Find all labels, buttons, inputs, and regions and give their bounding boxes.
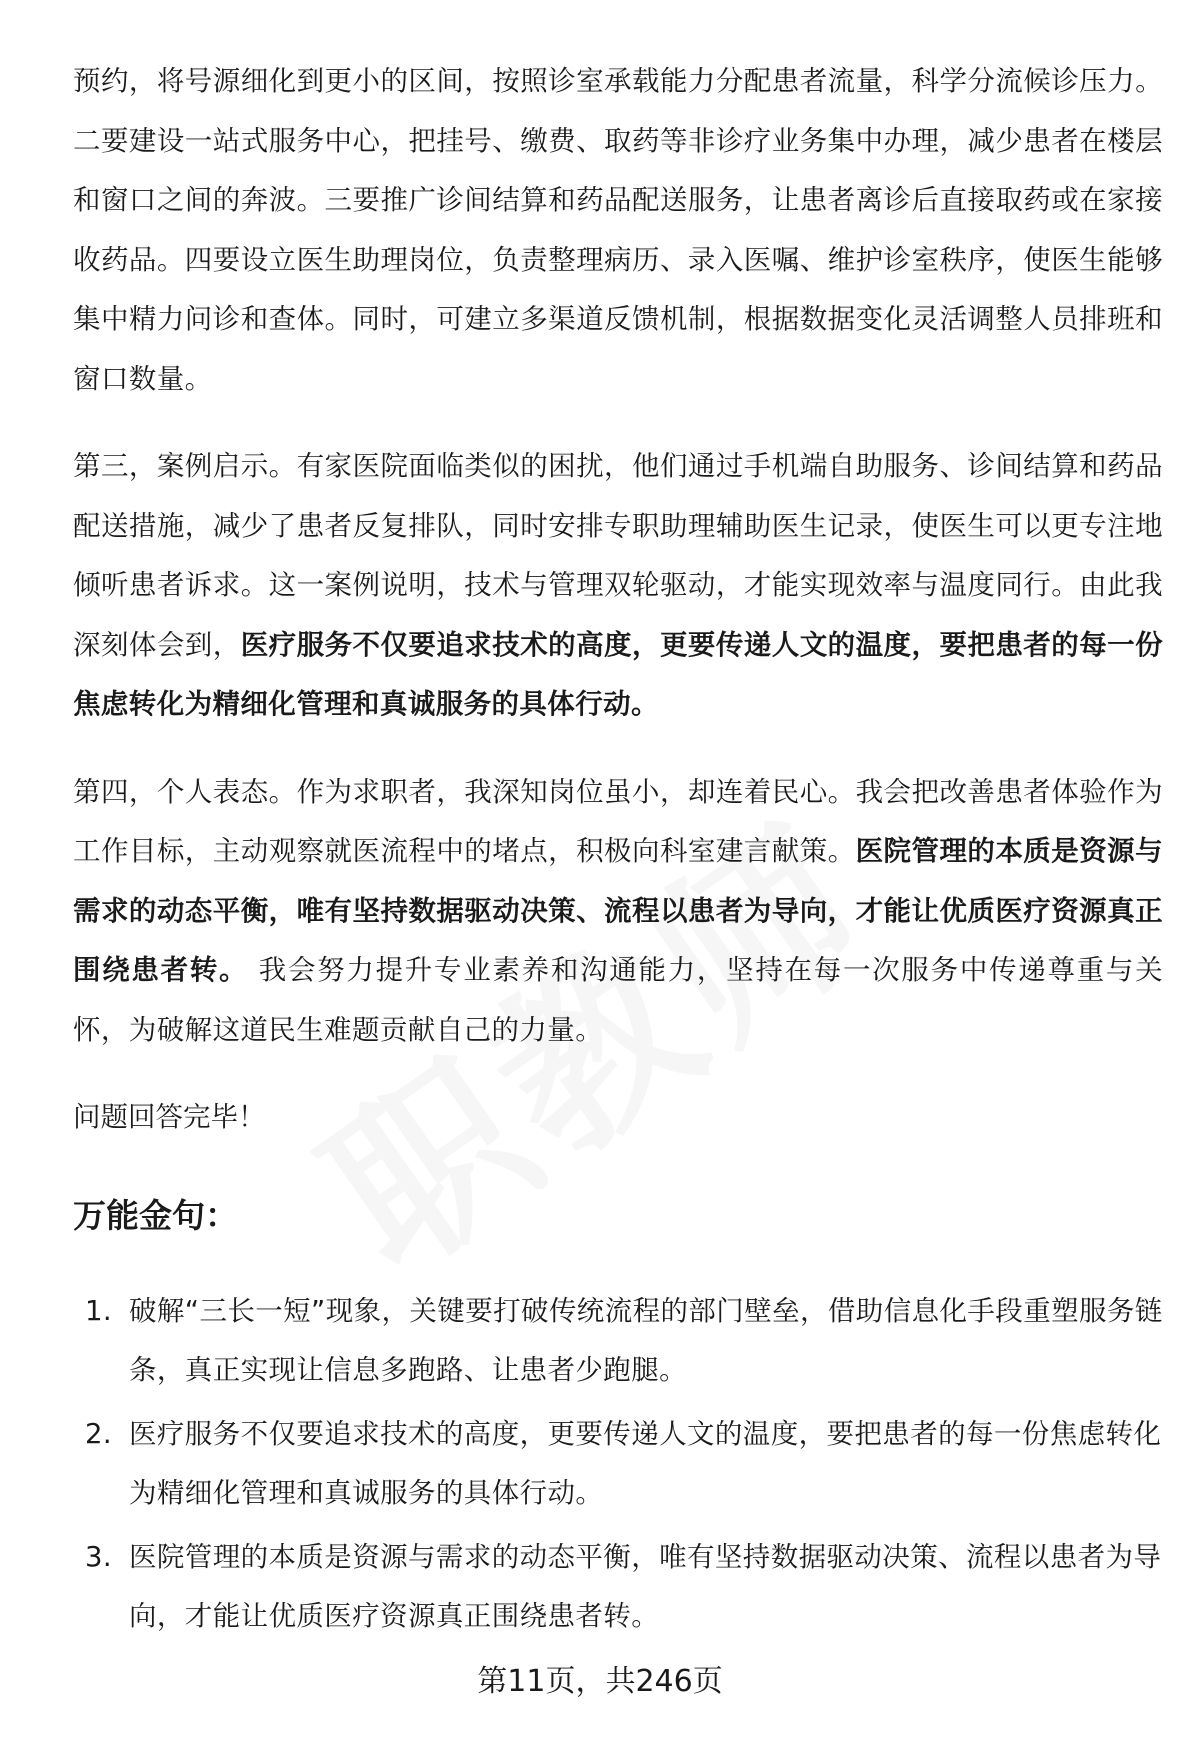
golden-quotes-list	[73, 1282, 1163, 1647]
answer-paragraphs	[73, 52, 1163, 1060]
quote-item	[73, 1405, 1163, 1524]
body-paragraph	[73, 763, 1163, 1061]
body-paragraph	[73, 437, 1163, 735]
quote-item	[73, 1282, 1163, 1401]
document-body	[73, 52, 1163, 1651]
text-segment: 我会努力提升专业素养和沟通能力，坚持在每一次服务中传递尊重与关怀，为破解这道民生难题贡献自己的力量。	[73, 954, 1163, 1046]
text-segment: 第三，案例启示。有家医院面临类似的困扰，他们通过手机端自助服务、诊间结算和药品配送措施，减少了患者反复排队，同时安排专职助理辅助医生记录，使医生可以更专注地倾听患者诉求。这一案例说明，技术与管理双轮驱动，才能实现效率与温度同行。由此我深刻体会到，	[73, 450, 1163, 661]
quote-text: 医院管理的本质是资源与需求的动态平衡，唯有坚持数据驱动决策、流程以患者为导向，才能让优质医疗资源真正围绕患者转。	[129, 1540, 1162, 1632]
bold-text-segment: 医疗服务不仅要追求技术的高度，更要传递人文的温度，要把患者的每一份焦虑转化为精细化管理和真诚服务的具体行动。	[73, 628, 1163, 720]
quote-number: 2.	[85, 1417, 113, 1450]
quote-number: 3.	[85, 1540, 113, 1573]
quote-item	[73, 1528, 1163, 1647]
body-paragraph	[73, 52, 1163, 409]
page-number-footer: 第11页，共246页	[477, 1664, 723, 1699]
closing-line: 问题回答完毕！	[73, 1101, 266, 1133]
quote-number: 1.	[85, 1294, 113, 1327]
quote-text: 医疗服务不仅要追求技术的高度，更要传递人文的温度，要把患者的每一份焦虑转化为精细化管理和真诚服务的具体行动。	[129, 1417, 1162, 1509]
section-heading: 万能金句：	[73, 1195, 238, 1235]
quote-text: 破解“三长一短”现象，关键要打破传统流程的部门壁垒，借助信息化手段重塑服务链条，真正实现让信息多跑路、让患者少跑腿。	[129, 1294, 1163, 1386]
bold-text-segment: 医院管理的本质是资源与需求的动态平衡，唯有坚持数据驱动决策、流程以患者为导向，才能让优质医疗资源真正围绕患者转。	[73, 835, 1163, 986]
text-segment: 预约，将号源细化到更小的区间，按照诊室承载能力分配患者流量，科学分流候诊压力。二要建设一站式服务中心，把挂号、缴费、取药等非诊疗业务集中办理，减少患者在楼层和窗口之间的奔波。三要推广诊间结算和药品配送服务，让患者离诊后直接取药或在家接收药品。四要设立医生助理岗位，负责整理病历、录入医嘱、维护诊室秩序，使医生能够集中精力问诊和查体。同时，可建立多渠道反馈机制，根据数据变化灵活调整人员排班和窗口数量。	[73, 65, 1163, 395]
text-segment: 第四，个人表态。作为求职者，我深知岗位虽小，却连着民心。我会把改善患者体验作为工作目标，主动观察就医流程中的堵点，积极向科室建言献策。	[73, 775, 1163, 867]
